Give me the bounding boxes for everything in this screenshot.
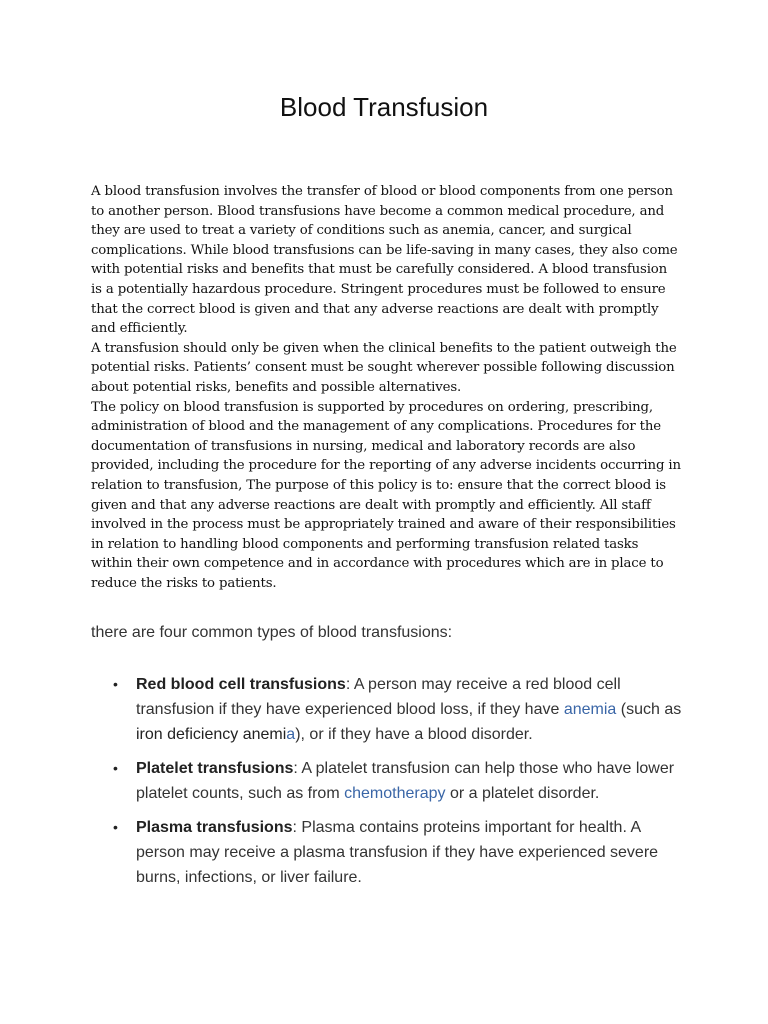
bullet-icon: • <box>113 819 118 835</box>
list-item <box>91 756 691 806</box>
bullet-icon: • <box>113 676 118 692</box>
type-description: : A platelet transfusion can help those who have lower platelet counts, such as from <box>136 760 675 802</box>
type-description: : Plasma contains proteins important for health. A person may receive a plasma transfusion if they have experienced severe burns, infections, or liver failure. <box>136 819 659 886</box>
paragraph: The policy on blood transfusion is supported by procedures on ordering, prescribing, administration of blood and the management of any complications. Procedures for the documentation of transfusions in nursing, medical and laboratory records are also provided, including the procedure for the reporting of any adverse incidents occurring in relation to transfusion, The purpose of this policy is to: ensure that the correct blood is given and that any adverse reactions are dealt with promptly and efficiently. All staff involved in the process must be appropriately trained and aware of their responsibilities in relation to handling blood components and performing transfusion related tasks within their own competence and in accordance with procedures which are in place to reduce the risks to patients. <box>91 399 681 591</box>
types-intro: there are four common types of blood transfusions: <box>91 624 453 641</box>
type-description: or a platelet disorder. <box>445 785 600 802</box>
paragraph: A blood transfusion involves the transfer of blood or blood components from one person to another person. Blood transfusions have become a common medical procedure, and they are used to treat a variety of conditions such as anemia, cancer, and surgical complications. While blood transfusions can be life-saving in many cases, they also come with potential risks and benefits that must be carefully considered. A blood transfusion is a potentially hazardous procedure. Stringent procedures must be followed to ensure that the correct blood is given and that any adverse reactions are dealt with promptly and efficiently. <box>91 184 678 337</box>
type-term: Platelet transfusions <box>136 760 294 777</box>
iron-deficiency-text: iron deficiency anemi <box>136 726 287 743</box>
page-title: Blood Transfusion <box>279 92 489 122</box>
type-term: Red blood cell transfusions <box>136 676 346 693</box>
anemia-link-fragment[interactable]: a <box>286 726 296 743</box>
list-item <box>91 672 691 747</box>
type-description: ), or if they have a blood disorder. <box>295 726 533 743</box>
chemotherapy-link[interactable]: chemotherapy <box>344 785 446 802</box>
anemia-link[interactable]: anemia <box>563 701 617 718</box>
paragraph: A transfusion should only be given when the clinical benefits to the patient outweigh the potential risks. Patients’ consent must be sought wherever possible following discussion about potential risks, benefits and possible alternatives. <box>91 340 677 395</box>
bullet-icon: • <box>113 760 118 776</box>
type-description: (such as <box>616 701 682 718</box>
transfusion-types-list <box>91 672 691 899</box>
type-term: Plasma transfusions <box>136 819 293 836</box>
body-text <box>91 182 681 593</box>
list-item <box>91 815 691 890</box>
type-description: : A person may receive a red blood cell transfusion if they have experienced blood loss, if they have <box>136 676 621 718</box>
